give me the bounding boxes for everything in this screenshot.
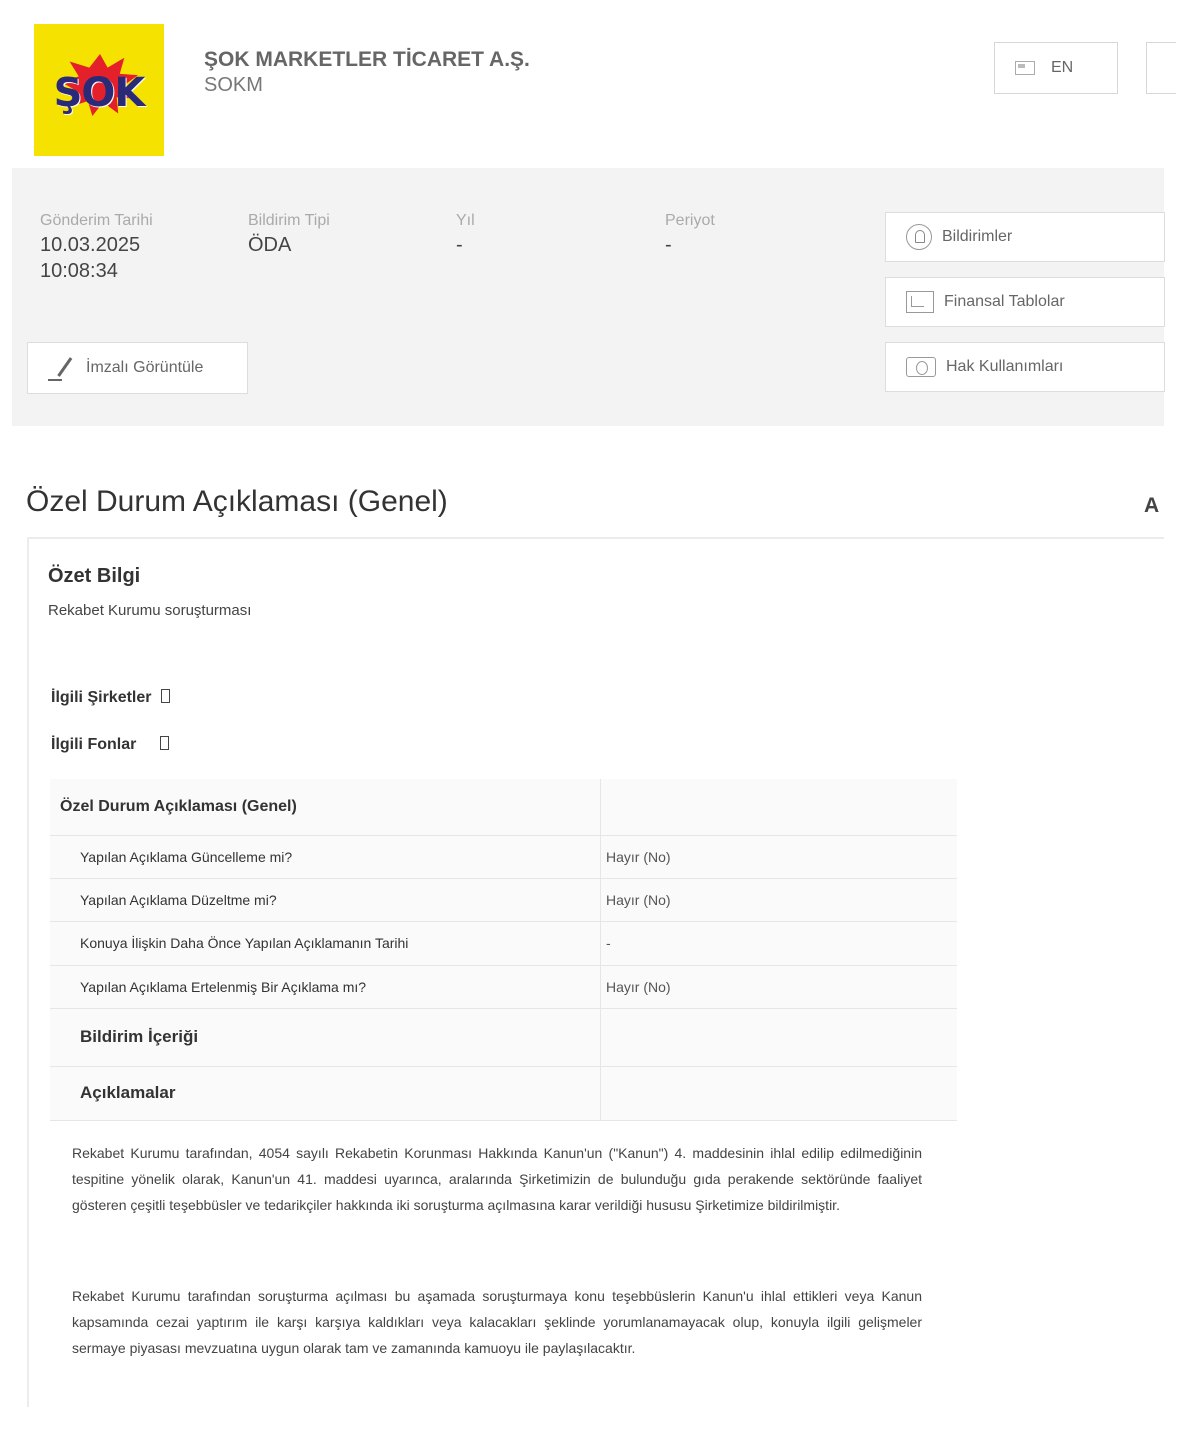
row-value: Hayır (No) [601,965,958,1008]
expand-box-icon [161,689,170,703]
row-value: - [601,921,958,965]
send-date-block [40,212,153,284]
section-empty-cell [601,1008,958,1066]
row-label: Yapılan Açıklama Güncelleme mi? [50,835,601,878]
section-row-content [50,1008,957,1066]
row-value: Hayır (No) [601,878,958,921]
related-companies-label: İlgili Şirketler [51,689,152,706]
company-name: ŞOK MARKETLER TİCARET A.Ş. [204,48,530,71]
expand-box-icon [160,736,169,750]
notice-type-label: Bildirim Tipi [248,212,330,229]
section-content-label: Bildirim İçeriği [50,1008,601,1066]
notifications-button[interactable] [885,212,1165,262]
section-explanations-label: Açıklamalar [50,1066,601,1120]
section-row-explanations [50,1066,957,1120]
related-funds[interactable] [51,736,169,754]
row-label: Yapılan Açıklama Düzeltme mi? [50,878,601,921]
table-row [50,965,957,1008]
pen-icon [48,354,68,382]
summary-heading: Özet Bilgi [48,565,141,587]
table-row [50,921,957,965]
section-empty-cell [601,1066,958,1120]
company-logo[interactable] [34,24,164,156]
send-date-value: 10.03.2025 [40,234,141,256]
send-date-label: Gönderim Tarihi [40,212,153,229]
notice-type-block [248,212,330,258]
partial-header-button[interactable] [1146,42,1176,94]
summary-text: Rekabet Kurumu soruşturması [48,602,252,619]
money-icon [906,357,936,377]
logo-text: ŞOK [53,70,145,116]
table-header-empty [601,779,958,835]
notifications-label: Bildirimler [942,228,1013,245]
financial-table-icon [906,291,934,313]
period-label: Periyot [665,212,715,229]
period-value: - [665,234,672,256]
table-row [50,878,957,921]
table-row [50,835,957,878]
send-time-value: 10:08:34 [40,260,118,282]
financial-tables-label: Finansal Tablolar [944,293,1065,310]
signed-view-button[interactable] [27,342,248,394]
disclosure-card [27,537,1164,1407]
page-title: Özel Durum Açıklaması (Genel) [26,485,448,518]
explanation-paragraph-1: Rekabet Kurumu tarafından, 4054 sayılı Rekabetin Korunması Hakkında Kanun'un ("Kanun") 4. maddesinin ihlal edilip edilmediğinin tespitine yönelik olarak, Kanun'un 41. maddesi uyarınca, aralarında Şirketimizin de bulunduğu gıda perakende sektöründe faaliyet gösteren çeşitli teşebbüsler ve tedarikçiler hakkında iki soruşturma açılmasına karar verildiği hususu Şirketimize bildirilmiştir. [72,1145,922,1213]
partial-right-text: A [1144,494,1160,517]
related-companies[interactable] [51,689,170,707]
period-block [665,212,715,258]
company-code: SOKM [204,74,263,96]
related-funds-label: İlgili Fonlar [51,736,137,753]
rights-label: Hak Kullanımları [946,358,1064,375]
year-label: Yıl [456,212,475,229]
table-header-cell: Özel Durum Açıklaması (Genel) [50,779,601,835]
year-value: - [456,234,463,256]
disclosure-detail-table [50,779,957,1121]
financial-tables-button[interactable] [885,277,1165,327]
signed-view-label: İmzalı Görüntüle [86,359,204,376]
language-button[interactable] [994,42,1118,94]
row-value: Hayır (No) [601,835,958,878]
rights-button[interactable] [885,342,1165,392]
language-label: EN [1051,59,1074,76]
year-block [456,212,475,258]
notification-info-band [12,168,1164,426]
table-header-row [50,779,957,835]
notice-type-value: ÖDA [248,234,292,256]
header [12,12,1164,164]
bell-icon [906,224,932,250]
row-label: Yapılan Açıklama Ertelenmiş Bir Açıklama mı? [50,965,601,1008]
flag-icon [1015,61,1035,75]
explanation-paragraph-2: Rekabet Kurumu tarafından soruşturma açılması bu aşamada soruşturmaya konu teşebbüslerin Kanun'u ihlal ettikleri veya Kanun kapsamında cezai yaptırım ile karşı karşıya kaldıkları veya kalacakları şeklinde yorumlanamayacak olup, konuyla ilgili gelişmeler sermaye piyasası mevzuatına uygun olarak tam ve zamanında kamuoyu ile paylaşılacaktır. [72,1288,922,1356]
row-label: Konuya İlişkin Daha Önce Yapılan Açıklamanın Tarihi [50,921,601,965]
